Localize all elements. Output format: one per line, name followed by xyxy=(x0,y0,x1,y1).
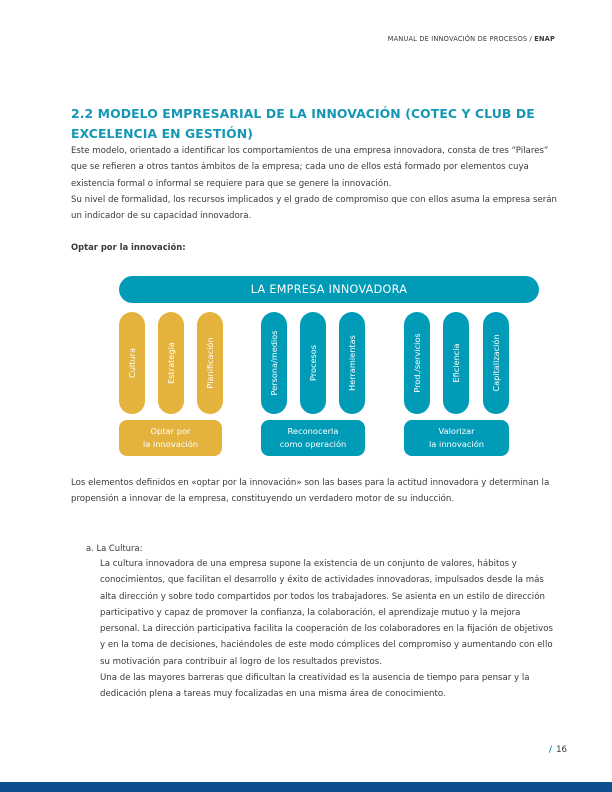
pillar-cultura xyxy=(119,312,145,414)
running-header xyxy=(388,35,555,43)
group-label: Valorizar la innovación xyxy=(428,426,485,449)
pillar-estrategia xyxy=(158,312,184,414)
pillar-label: Cultura xyxy=(127,348,137,378)
pillar-label: Persona/medios xyxy=(269,330,279,396)
list-item-paragraph-2: Una de las mayores barreras que dificultan la creatividad es la ausencia de tiempo para pensar y la dedicación plena a tareas muy focalizadas en una misma área de conocimiento. xyxy=(100,673,530,700)
pillar-planificacion xyxy=(197,312,223,414)
pillar-label: Estrategia xyxy=(166,342,176,384)
list-item-body xyxy=(100,556,560,703)
page-number xyxy=(549,745,567,755)
intro-paragraph: Este modelo, orientado a identificar los comportamientos de una empresa innovadora, consta de tres “Pilares” que se refieren a otros tantos ámbitos de la empresa; cada uno de ellos está formado por elementos cuya existencia formal o informal se requiere para que se genere la innovación. xyxy=(71,146,549,189)
section-title: 2.2 MODELO EMPRESARIAL DE LA INNOVACIÓN (COTEC Y CLUB DE EXCELENCIA EN GESTIÓN) xyxy=(71,106,535,141)
body-paragraph: Los elementos definidos en «optar por la innovación» son las bases para la actitud innovadora y determinan la propensión a innovar de la empresa, constituyendo un verdadero motor de su inducción. xyxy=(71,478,550,505)
group-valorizar xyxy=(404,420,509,456)
pillar-capitalizacion xyxy=(483,312,509,414)
subheading: Optar por la innovación: xyxy=(71,242,186,252)
page-number-value: 16 xyxy=(556,745,567,755)
pillar-label: Procesos xyxy=(308,344,318,382)
header-prefix: MANUAL DE INNOVACIÓN DE PROCESOS / xyxy=(387,35,535,43)
pillar-prod-servicios xyxy=(404,312,430,414)
pillar-procesos xyxy=(300,312,326,414)
pillar-label: Eficiencia xyxy=(451,343,461,383)
list-item-paragraph: La cultura innovadora de una empresa supone la existencia de un conjunto de valores, hábitos y conocimientos, que facilitan el desarrollo y éxito de actividades innovadoras, impulsados desde la más alta dirección y sobre todo compartidos por todos los trabajadores. Se asienta en un estilo de dirección participativo y capaz de promover la confianza, la colaboración, el aprendizaje mutuo y la mejora personal. La dirección participativa facilita la cooperación de los colaboradores en la fijación de objetivos y en la toma de decisiones, haciéndoles de este modo cómplices del compromiso y aumentando con ello su motivación para contribuir al logro de los resultados previstos. xyxy=(100,559,553,667)
pillar-persona-medios xyxy=(261,312,287,414)
page-slash: / xyxy=(548,745,553,755)
pillar-herramientas xyxy=(339,312,365,414)
diagram-top-bar: LA EMPRESA INNOVADORA xyxy=(119,276,539,303)
group-label: Optar por la innovación xyxy=(142,426,199,449)
intro-paragraph-2: Su nivel de formalidad, los recursos implicados y el grado de compromiso que con ellos asuma la empresa serán un indicador de su capacidad innovadora. xyxy=(71,195,558,222)
pillar-label: Prod./servicios xyxy=(412,333,422,393)
pillar-label: Herramientas xyxy=(347,335,357,391)
group-optar xyxy=(119,420,222,456)
pillar-label: Planificación xyxy=(205,337,215,389)
group-label: Reconocerla como operación xyxy=(279,426,347,449)
header-brand: ENAP xyxy=(534,35,555,43)
list-item-label: a. La Cultura: xyxy=(86,543,143,553)
group-reconocerla xyxy=(261,420,365,456)
pillar-eficiencia xyxy=(443,312,469,414)
pillar-label: Capitalización xyxy=(491,334,501,392)
footer-band xyxy=(0,782,612,792)
